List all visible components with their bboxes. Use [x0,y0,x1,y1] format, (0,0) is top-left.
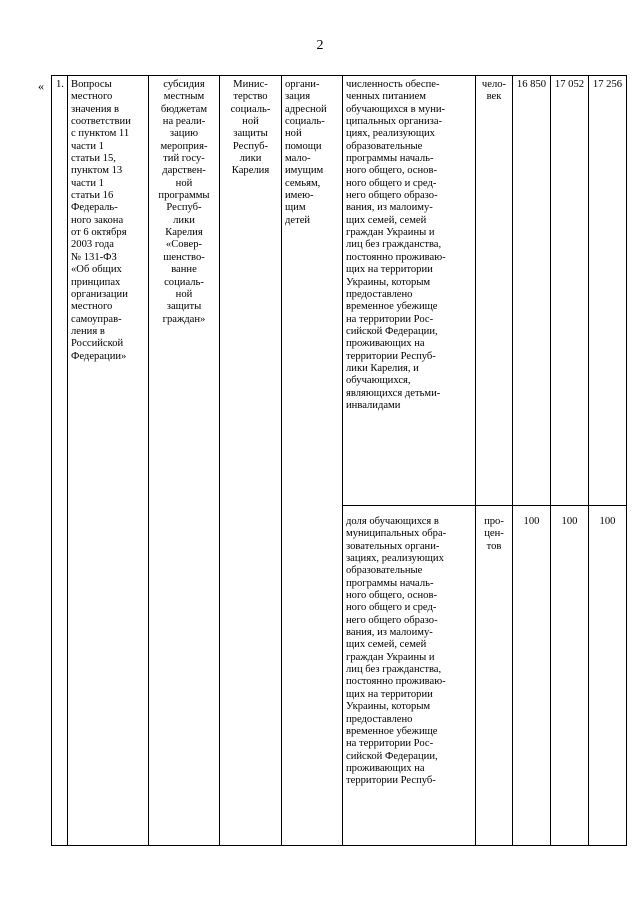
program-table [51,75,627,846]
value-cell: 16 850 [513,76,551,506]
ministry-cell: Минис- терство социаль- ной защиты Респуб- лики Карелия [220,76,282,846]
value-cell: 100 [551,506,589,846]
row-number-cell [52,76,68,846]
row-number: 1. [56,79,64,90]
purpose-cell: органи- зация адресной социаль- ной помощи мало- имущим семьям, имею- щим детей [282,76,343,846]
indicator-cell: численность обеспе- ченных питанием обучающихся в муни- ципальных организа- циях, реализующих образовательные программы началь- ного общего, основ- ного общего и сред- него общего образо- вания, из малоиму- щих семей, семей граждан Украины и лиц без гражданства, постоянно проживаю- щих на территории Украины, которым предоставлено временное убежище на территории Рос- сийской Федерации, проживающих на территории Респуб- лики Карелия, и обучающихся, являющихся детьми- инвалидами [343,76,476,506]
subsidy-cell: субсидия местным бюджетам на реали- зацию мероприя- тий госу- дарствен- ной программы Респуб- лики Карелия «Совер- шенство- ванне социаль- ной защиты граждан» [149,76,220,846]
opening-quote-mark: « [38,79,44,93]
page-number: 2 [316,38,324,53]
value-cell: 100 [513,506,551,846]
indicator-cell: доля обучающихся в муниципальных обра- зовательных органи- зациях, реализующих образовательные программы началь- ного общего, основ- ного общего и сред- него общего образо- вания, из малоиму- щих семей, семей граждан Украины и лиц без гражданства, постоянно проживаю- щих на территории Украины, которым предоставлено временное убежище на территории Рос- сийской Федерации, проживающих на территории Респуб- [343,506,476,846]
table-row [52,76,627,506]
unit-cell: чело- век [476,76,513,506]
value-cell: 17 052 [551,76,589,506]
unit-cell: про- цен- тов [476,506,513,846]
local-issues-cell: Вопросы местного значения в соответствии с пунктом 11 части 1 статьи 15, пунктом 13 части 1 статьи 16 Федераль- ного закона от 6 октября 2003 года № 131-ФЗ «Об общих принципах организации местного самоуправ- ления в Российской Федерации» [68,76,149,846]
value-cell: 100 [589,506,627,846]
value-cell: 17 256 [589,76,627,506]
